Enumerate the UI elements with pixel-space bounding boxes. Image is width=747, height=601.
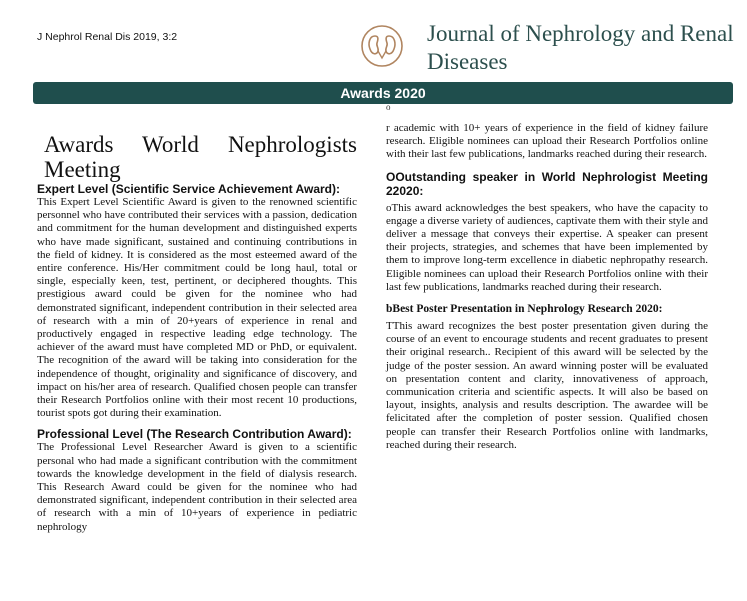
section-body-outstanding-speaker: oThis award acknowledges the best speakers, who have the capacity to engage a diverse variety of audiences, captivate them with their style and deliver a message that conveys their expertise. A speaker can present their projects, strategies, and schemes that have been implemented by them to improve long-term excellence in diabetic nephropathy research. Eligible nominees can upload their Research Portfolios online with their last few publications, landmarks reached during their research. [386, 201, 708, 293]
awards-banner: Awards 2020 [33, 82, 733, 104]
journal-citation: J Nephrol Renal Dis 2019, 3:2 [37, 31, 178, 43]
stray-mark: o [386, 102, 391, 112]
continuation-text: r academic with 10+ years of experience in the field of kidney failure research. Eligible nominees can upload their Research Portfolios online with their last few publications, landmarks reached during their research. [386, 122, 708, 161]
section-title-professional-level: Professional Level (The Research Contribution Award): [37, 427, 352, 442]
right-column [386, 122, 708, 460]
section-title-best-poster: bBest Poster Presentation in Nephrology Research 2020: [386, 303, 663, 316]
section-body-professional-level: The Professional Level Researcher Award is given to a scientific personal who had made a significant contribution with the commitment towards the knowledge development in the field of dialysis research. This Research Award could be given for the nominee who had demonstrated significant, independent contribution in their selected area of research with a min of 10+years of experience in pediatric nephrology [37, 441, 357, 533]
kidney-logo-icon [360, 24, 404, 68]
section-body-expert-level: This Expert Level Scientific Award is given to the renowned scientific personnel who have contributed their services with a passion, dedication and commitment for the human development and distinguished experts who have made significant, sustained and continuing contributions in the field of kidney. It is considered as the most esteemed award of the entire conference. His/Her commitment could be long haul, total or single, especially keen, test, pertinent, or deciphered thoughts. This prestigious award could be given for the nominee who had demonstrated significant, independent contribution in their selected area of research with a min of 20+years of experience in renal and productively engaged in respective leading edge technology. The achiever of the award must have completed MD or PhD, or equivalent. The recognition of the award will be taking into consideration for the independence of thought, originality and significance of discovery, and impact on his/her area of research. Qualified chosen people can transfer their Research Portfolios online with their most recent 10 productions, tourist spots got during their examination. [37, 196, 357, 420]
journal-title: Journal of Nephrology and Renal Diseases [427, 21, 734, 74]
left-column [37, 132, 357, 541]
section-title-expert-level: Expert Level (Scientific Service Achievement Award): [37, 182, 341, 196]
section-title-outstanding-speaker: OOutstanding speaker in World Nephrologist Meeting 22020: [386, 169, 708, 198]
section-body-best-poster: TThis award recognizes the best poster presentation given during the course of an event to encourage students and recent graduates to present their original research.. Recipient of this award will be selected by the judge of the poster session. An award winning poster will be evaluated on presentation content and clarity, innovativeness of approach, communication criteria and scientific aspects. It will also be based on layout, insights, analysis and results description. The awardee will be felicitated after the completion of poster session. Qualified chosen people can transfer their Research Portfolios online with landmarks, reached during their research. [386, 320, 708, 451]
page-title: Awards World Nephrologists Meeting [44, 132, 357, 182]
